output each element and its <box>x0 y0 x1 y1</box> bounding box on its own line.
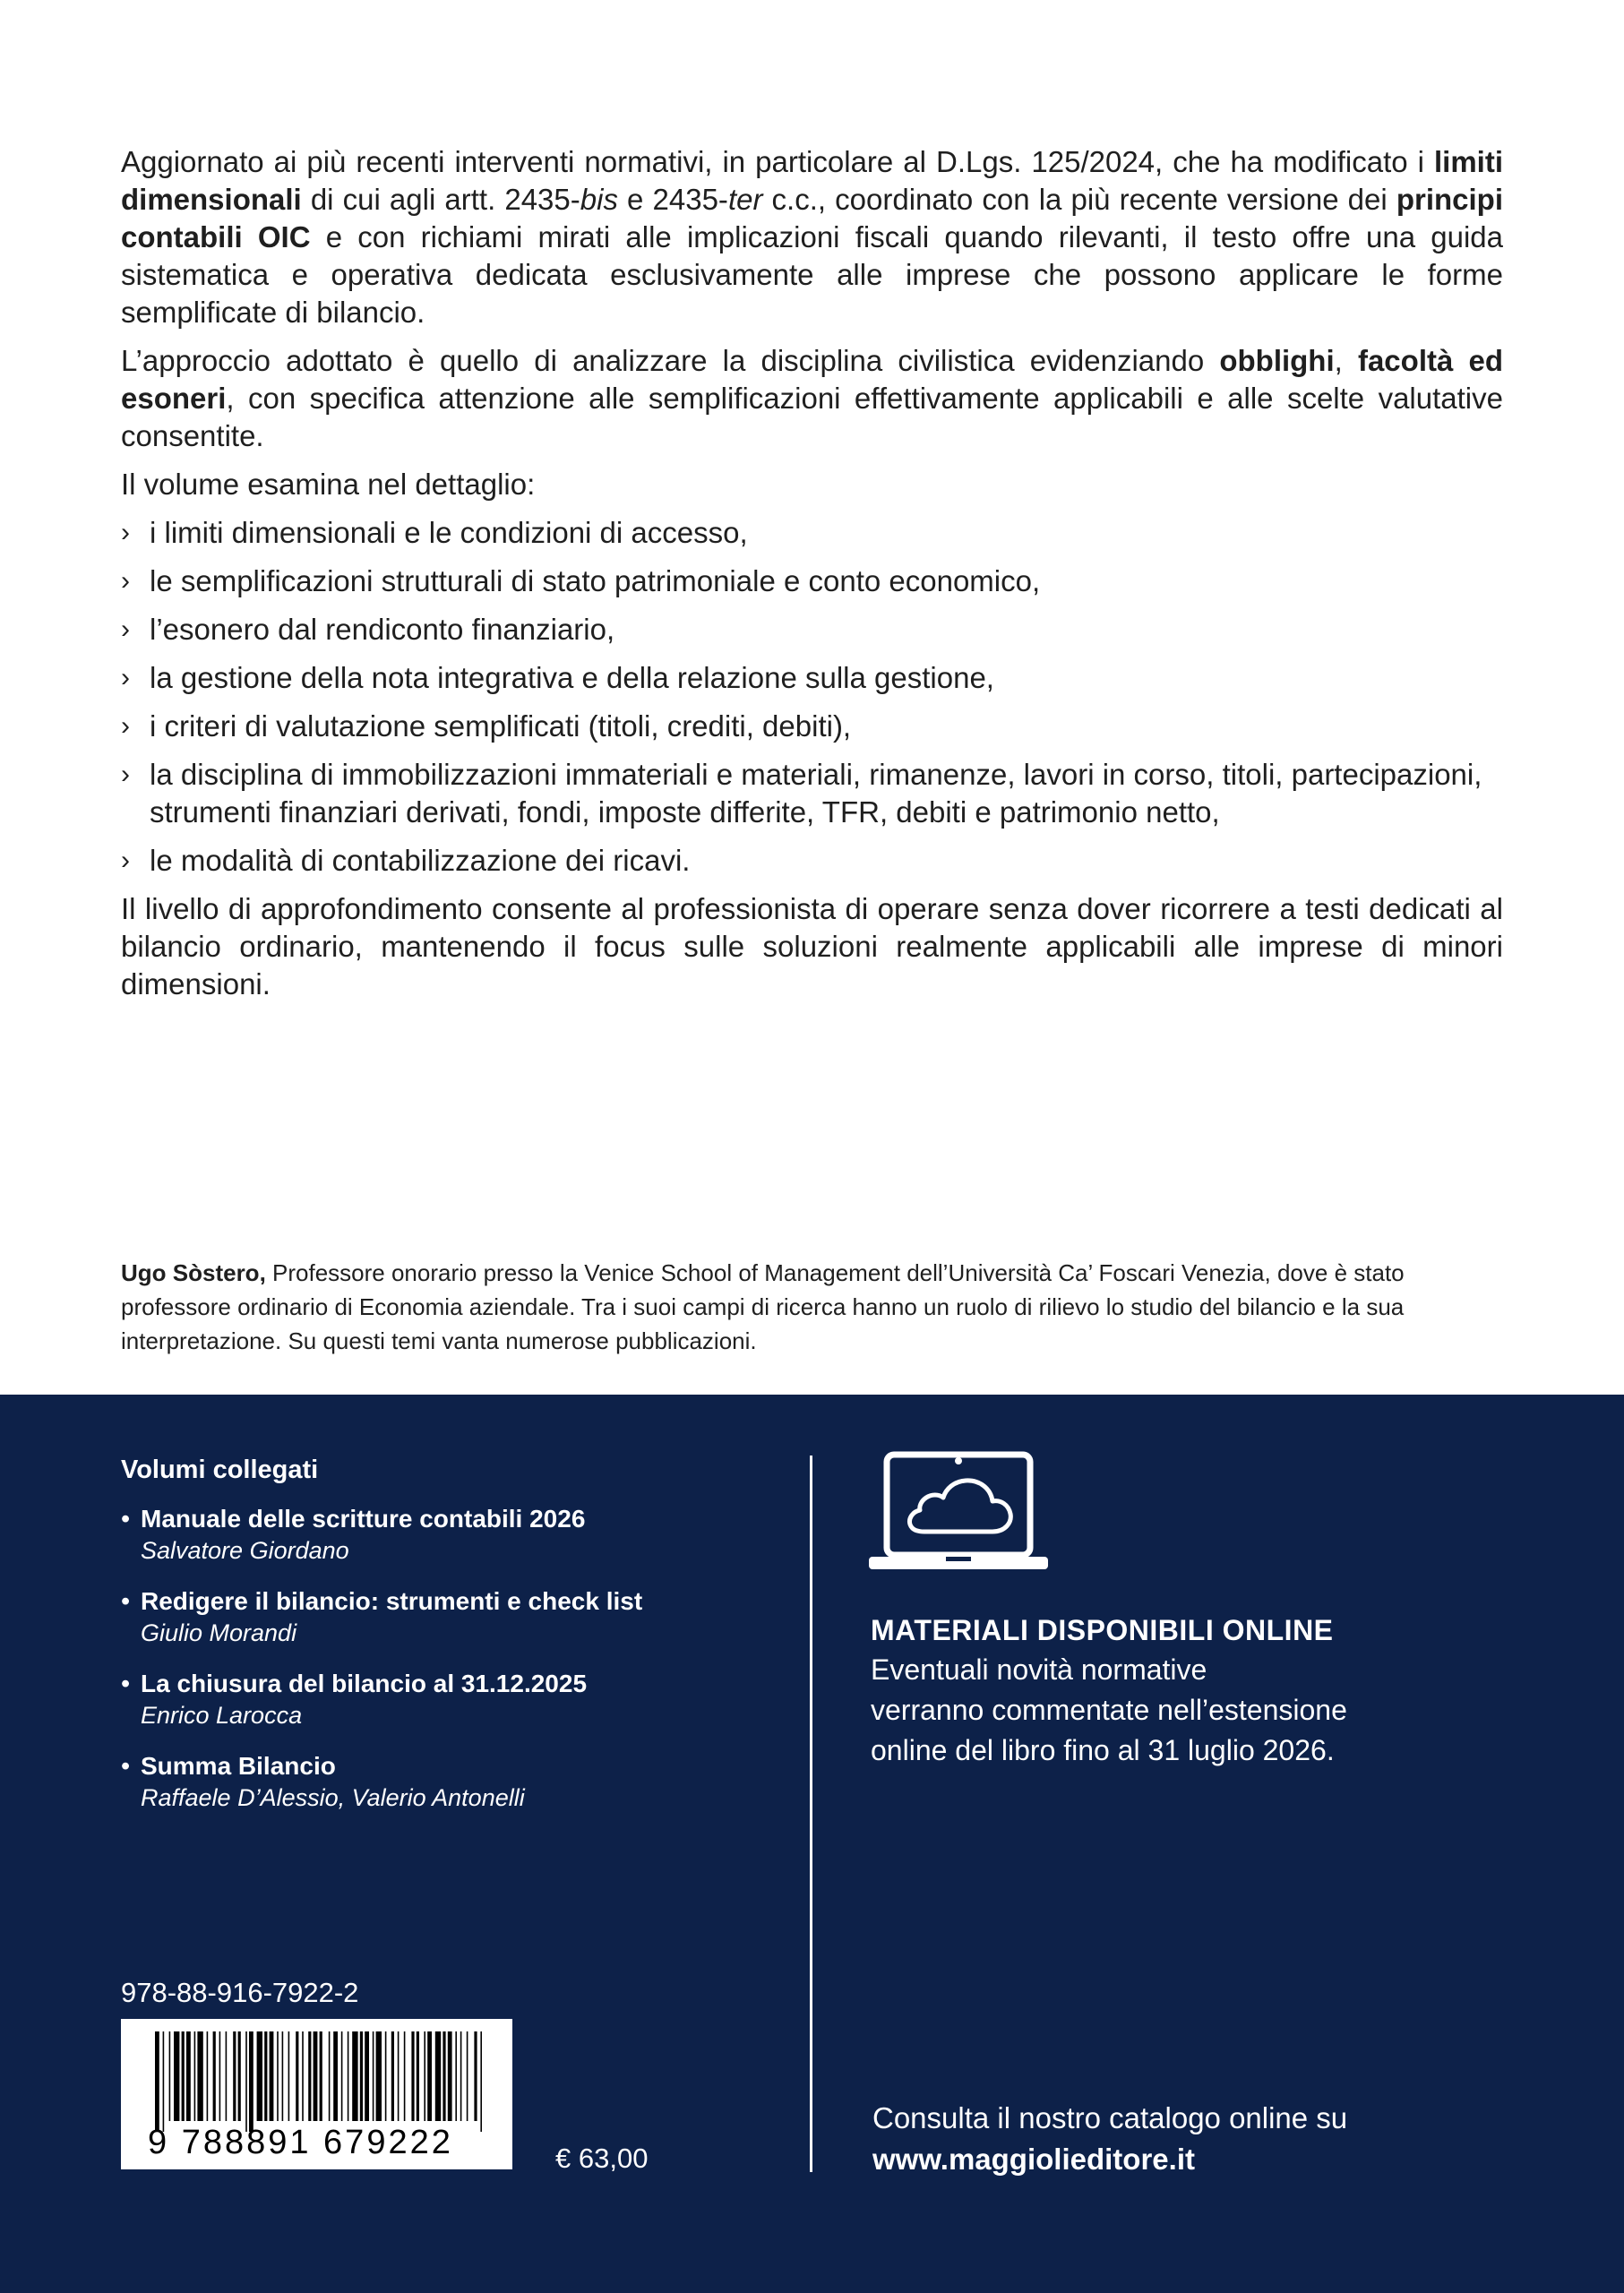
barcode-bar <box>182 2031 185 2121</box>
barcode-bar <box>213 2031 216 2121</box>
online-materials-title: MATERIALI DISPONIBILI ONLINE <box>871 1614 1334 1646</box>
barcode-bar <box>226 2031 228 2121</box>
topics-list <box>121 514 1503 880</box>
topic-item <box>121 563 1503 600</box>
isbn: 978-88-916-7922-2 <box>121 1977 359 2008</box>
barcode-bar <box>424 2031 425 2121</box>
book-description <box>121 143 1503 1014</box>
barcode-bar <box>373 2031 374 2121</box>
divider-line <box>810 1456 812 2172</box>
text-run: c.c., coordinato con la più recente versione dei <box>762 183 1396 216</box>
barcode-bar <box>174 2031 179 2121</box>
barcode-bar <box>404 2031 406 2121</box>
topic-item <box>121 842 1503 880</box>
barcode-bar <box>348 2031 349 2121</box>
catalog-text: Consulta il nostro catalogo online su <box>872 2101 1348 2134</box>
related-volume-author: Enrico Larocca <box>141 1702 303 1729</box>
related-volumes <box>121 1456 748 1833</box>
related-volume-item <box>121 1585 748 1648</box>
related-volumes-list <box>121 1503 748 1813</box>
bullet-marker: › <box>121 518 130 547</box>
bullet-marker: • <box>121 1587 131 1616</box>
barcode-bar <box>264 2031 267 2121</box>
online-materials <box>871 1610 1498 1771</box>
barcode-bar <box>277 2031 279 2121</box>
barcode-bar <box>365 2031 369 2121</box>
bold-text: principi contabili OIC <box>121 183 1504 253</box>
italic-text: ter <box>727 183 763 216</box>
related-volume-title: Manuale delle scritture contabili 2026 <box>141 1505 586 1533</box>
bold-text: limiti dimensionali <box>121 145 1503 216</box>
topic-text: l’esonero dal rendiconto finanziario, <box>150 613 615 646</box>
barcode-bar <box>163 2031 165 2132</box>
text-run: , <box>1334 344 1358 377</box>
barcode-bar <box>257 2031 262 2121</box>
barcode-bar <box>270 2031 274 2121</box>
barcode-bar <box>219 2031 221 2121</box>
related-volume-title: Summa Bilancio <box>141 1752 336 1780</box>
related-volume-author: Giulio Morandi <box>141 1619 297 1646</box>
topic-item <box>121 708 1503 745</box>
topic-text: le semplificazioni strutturali di stato patrimoniale e conto economico, <box>150 564 1041 597</box>
online-materials-line: online del libro fino al 31 luglio 2026. <box>871 1734 1335 1766</box>
barcode-bar <box>329 2031 331 2121</box>
text-run: L’approccio adottato è quello di analizzare la disciplina civilistica evidenziando <box>121 344 1220 377</box>
author-bio-text: Professore onorario presso la Venice School of Management dell’Università Ca’ Foscari Venezia, dove è stato professore ordinario di Economia aziendale. Tra i suoi campi di ricerca hanno un ruolo di rilievo lo studio del bilancio e la sua interpretazione. Su questi temi vanta numerose pubblicazioni. <box>121 1259 1405 1354</box>
price: € 63,00 <box>555 2143 649 2174</box>
catalog-url[interactable]: www.maggiolieditore.it <box>872 2143 1195 2176</box>
topic-text: le modalità di contabilizzazione dei ricavi. <box>150 844 691 877</box>
related-volume-author: Salvatore Giordano <box>141 1537 349 1564</box>
barcode-bar <box>443 2031 445 2121</box>
topic-item <box>121 514 1503 552</box>
bold-text: obblighi <box>1219 344 1335 377</box>
barcode-bar <box>155 2031 159 2132</box>
online-materials-line: Eventuali novità normative <box>871 1653 1207 1686</box>
barcode-bar <box>207 2031 209 2121</box>
barcode-bar <box>480 2031 482 2132</box>
barcode-bar <box>474 2031 477 2121</box>
topic-item <box>121 611 1503 648</box>
text-run: e con richiami mirati alle implicazioni fiscali quando rilevanti, il testo offre una guida sistematica e operativa dedicata esclusivamente alle imprese che possono applicare le forme semplificate di bilancio. <box>121 220 1504 329</box>
barcode-bar <box>417 2031 419 2121</box>
topic-item <box>121 659 1503 697</box>
barcode <box>121 2019 512 2169</box>
barcode-bars <box>121 2019 512 2169</box>
barcode-bar <box>411 2031 414 2121</box>
barcode-bar <box>352 2031 357 2121</box>
barcode-bar <box>245 2031 247 2132</box>
barcode-bar <box>186 2031 191 2121</box>
related-volume-item <box>121 1750 748 1813</box>
italic-text: bis <box>580 183 618 216</box>
barcode-bar <box>249 2031 253 2132</box>
barcode-bar <box>197 2031 202 2121</box>
catalog-info <box>872 2098 1347 2180</box>
bullet-marker: › <box>121 566 130 596</box>
related-volume-item <box>121 1668 748 1730</box>
bullet-marker: › <box>121 711 130 741</box>
description-paragraph-1 <box>121 143 1503 331</box>
barcode-bar <box>455 2031 457 2121</box>
bullet-marker: • <box>121 1670 131 1698</box>
barcode-bar <box>427 2031 432 2121</box>
bullet-marker: • <box>121 1752 131 1781</box>
text-run: Aggiornato ai più recenti interventi normativi, in particolare al D.Lgs. 125/2024, che ha modificato i <box>121 145 1434 178</box>
barcode-bar <box>391 2031 394 2121</box>
barcode-bar <box>333 2031 338 2121</box>
barcode-bar <box>314 2031 318 2121</box>
description-paragraph-2 <box>121 342 1503 455</box>
barcode-bar <box>360 2031 363 2121</box>
author-bio <box>121 1256 1503 1358</box>
barcode-bar <box>302 2031 304 2121</box>
barcode-bar <box>288 2031 290 2121</box>
topic-text: i criteri di valutazione semplificati (titoli, crediti, debiti), <box>150 709 852 743</box>
bullet-marker: • <box>121 1505 131 1533</box>
barcode-bar <box>448 2031 452 2121</box>
barcode-bar <box>376 2031 382 2121</box>
online-materials-line: verranno commentate nell’estensione <box>871 1694 1347 1726</box>
barcode-bar <box>341 2031 343 2121</box>
related-volume-title: Redigere il bilancio: strumenti e check list <box>141 1587 643 1615</box>
barcode-bar <box>282 2031 284 2121</box>
barcode-bar <box>308 2031 311 2121</box>
bold-text: facoltà ed esoneri <box>121 344 1503 415</box>
related-volumes-title: Volumi collegati <box>121 1456 319 1484</box>
barcode-digits: 9 788891 679222 <box>148 2124 453 2161</box>
barcode-bar <box>169 2031 171 2121</box>
barcode-bar <box>194 2031 196 2121</box>
related-volume-title: La chiusura del bilancio al 31.12.2025 <box>141 1670 588 1697</box>
bullet-marker: › <box>121 614 130 644</box>
barcode-bar <box>398 2031 400 2121</box>
bullet-marker: › <box>121 663 130 692</box>
text-run: e 2435- <box>617 183 728 216</box>
barcode-bar <box>320 2031 322 2121</box>
barcode-bar <box>238 2031 241 2121</box>
barcode-bar <box>385 2031 387 2121</box>
related-volume-author: Raffaele D’Alessio, Valerio Antonelli <box>141 1784 525 1811</box>
description-paragraph-3: Il volume esamina nel dettaglio: <box>121 468 536 501</box>
bullet-marker: › <box>121 760 130 789</box>
barcode-bar <box>435 2031 441 2121</box>
description-paragraph-4: Il livello di approfondimento consente al professionista di operare senza dover ricorrere a testi dedicati al bilancio ordinario, mantenendo il focus sulle soluzioni realmente applicabili alle imprese di minori dimensioni. <box>121 892 1503 1001</box>
text-run: di cui agli artt. 2435- <box>301 183 580 216</box>
bullet-marker: › <box>121 846 130 875</box>
barcode-bar <box>460 2031 462 2121</box>
laptop-cloud-icon <box>869 1451 1048 1585</box>
topic-text: la gestione della nota integrativa e della relazione sulla gestione, <box>150 661 994 694</box>
barcode-bar <box>233 2031 236 2121</box>
barcode-bar <box>467 2031 468 2121</box>
text-run: , con specifica attenzione alle semplificazioni effettivamente applicabili e alle scelte valutative consentite. <box>121 382 1503 452</box>
topic-item <box>121 756 1503 831</box>
topic-text: la disciplina di immobilizzazioni immateriali e materiali, rimanenze, lavori in corso, titoli, partecipazioni, strumenti finanziari derivati, fondi, imposte differite, TFR, debiti e patrimonio netto, <box>150 758 1482 829</box>
related-volume-item <box>121 1503 748 1566</box>
topic-text: i limiti dimensionali e le condizioni di accesso, <box>150 516 748 549</box>
barcode-bar <box>296 2031 298 2121</box>
author-name: Ugo Sòstero, <box>121 1259 266 1286</box>
